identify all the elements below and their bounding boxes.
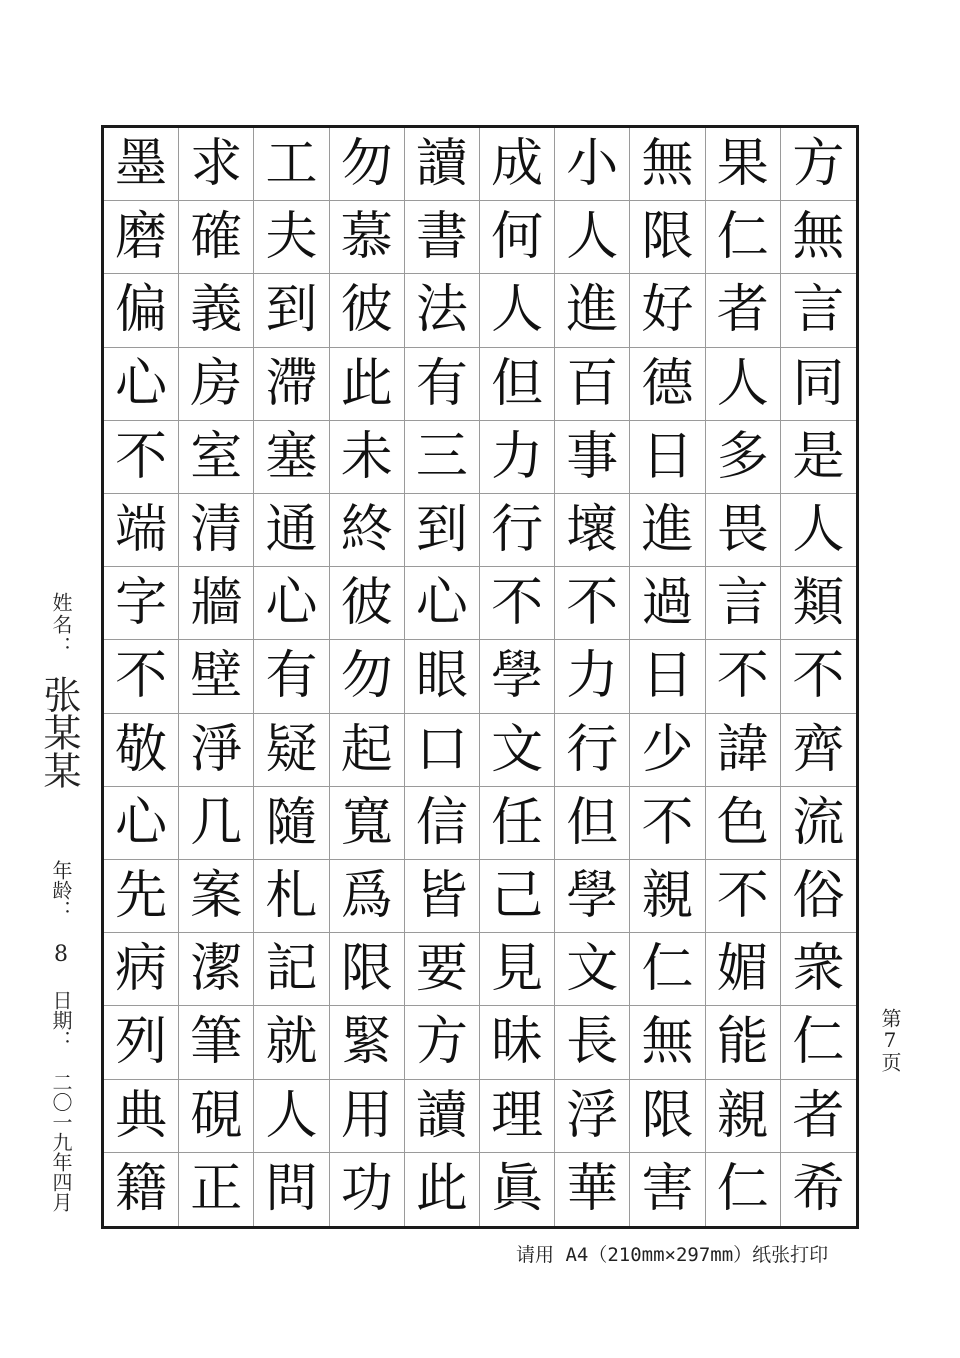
- grid-cell: 見: [480, 933, 555, 1006]
- grid-cell: 不: [706, 640, 781, 713]
- grid-cell: 敬: [104, 714, 179, 787]
- grid-cell: 讀: [405, 1080, 480, 1153]
- grid-cell: 進: [630, 494, 705, 567]
- name-value: 张某某: [37, 675, 81, 789]
- grid-cell: 壁: [179, 640, 254, 713]
- grid-cell: 問: [254, 1153, 329, 1226]
- grid-cell: 正: [179, 1153, 254, 1226]
- grid-cell: 筆: [179, 1006, 254, 1079]
- grid-cell: 是: [781, 421, 856, 494]
- grid-cell: 好: [630, 274, 705, 347]
- grid-cell: 長: [555, 1006, 630, 1079]
- grid-cell: 諱: [706, 714, 781, 787]
- grid-cell: 爲: [330, 860, 405, 933]
- grid-cell: 力: [480, 421, 555, 494]
- grid-cell: 言: [706, 567, 781, 640]
- grid-cell: 未: [330, 421, 405, 494]
- grid-cell: 俗: [781, 860, 856, 933]
- age-value: 8: [54, 942, 68, 967]
- grid-cell: 流: [781, 787, 856, 860]
- grid-cell: 理: [480, 1080, 555, 1153]
- grid-cell: 無: [630, 1006, 705, 1079]
- grid-cell: 學: [480, 640, 555, 713]
- grid-cell: 法: [405, 274, 480, 347]
- date-label: 日期：: [49, 990, 73, 1050]
- grid-cell: 類: [781, 567, 856, 640]
- grid-cell: 用: [330, 1080, 405, 1153]
- grid-cell: 者: [781, 1080, 856, 1153]
- grid-cell: 仁: [706, 201, 781, 274]
- grid-cell: 緊: [330, 1006, 405, 1079]
- grid-cell: 籍: [104, 1153, 179, 1226]
- grid-cell: 書: [405, 201, 480, 274]
- grid-cell: 先: [104, 860, 179, 933]
- grid-cell: 潔: [179, 933, 254, 1006]
- grid-cell: 過: [630, 567, 705, 640]
- grid-cell: 夫: [254, 201, 329, 274]
- grid-cell: 彼: [330, 567, 405, 640]
- grid-cell: 少: [630, 714, 705, 787]
- grid-cell: 到: [405, 494, 480, 567]
- grid-cell: 害: [630, 1153, 705, 1226]
- grid-cell: 列: [104, 1006, 179, 1079]
- grid-cell: 不: [630, 787, 705, 860]
- grid-cell: 人: [781, 494, 856, 567]
- grid-cell: 此: [405, 1153, 480, 1226]
- grid-cell: 偏: [104, 274, 179, 347]
- grid-cell: 到: [254, 274, 329, 347]
- grid-cell: 此: [330, 348, 405, 421]
- grid-cell: 滯: [254, 348, 329, 421]
- grid-cell: 通: [254, 494, 329, 567]
- grid-cell: 果: [706, 128, 781, 201]
- name-label: 姓名：: [49, 592, 73, 658]
- grid-cell: 華: [555, 1153, 630, 1226]
- grid-cell: 寬: [330, 787, 405, 860]
- grid-cell: 要: [405, 933, 480, 1006]
- grid-cell: 塞: [254, 421, 329, 494]
- grid-cell: 人: [254, 1080, 329, 1153]
- grid-cell: 眞: [480, 1153, 555, 1226]
- grid-cell: 信: [405, 787, 480, 860]
- grid-cell: 人: [706, 348, 781, 421]
- grid-cell: 事: [555, 421, 630, 494]
- grid-cell: 案: [179, 860, 254, 933]
- grid-cell: 疑: [254, 714, 329, 787]
- grid-cell: 多: [706, 421, 781, 494]
- grid-cell: 己: [480, 860, 555, 933]
- grid-cell: 端: [104, 494, 179, 567]
- grid-cell: 人: [480, 274, 555, 347]
- grid-cell: 行: [555, 714, 630, 787]
- grid-cell: 口: [405, 714, 480, 787]
- grid-cell: 能: [706, 1006, 781, 1079]
- grid-cell: 勿: [330, 640, 405, 713]
- grid-cell: 者: [706, 274, 781, 347]
- grid-cell: 功: [330, 1153, 405, 1226]
- grid-cell: 小: [555, 128, 630, 201]
- grid-cell: 人: [555, 201, 630, 274]
- grid-cell: 但: [555, 787, 630, 860]
- grid-cell: 字: [104, 567, 179, 640]
- grid-cell: 方: [405, 1006, 480, 1079]
- grid-cell: 几: [179, 787, 254, 860]
- grid-cell: 求: [179, 128, 254, 201]
- grid-cell: 衆: [781, 933, 856, 1006]
- grid-cell: 起: [330, 714, 405, 787]
- grid-cell: 言: [781, 274, 856, 347]
- grid-cell: 房: [179, 348, 254, 421]
- grid-cell: 典: [104, 1080, 179, 1153]
- grid-cell: 方: [781, 128, 856, 201]
- grid-cell: 限: [330, 933, 405, 1006]
- grid-cell: 讀: [405, 128, 480, 201]
- grid-cell: 進: [555, 274, 630, 347]
- grid-cell: 同: [781, 348, 856, 421]
- grid-cell: 仁: [781, 1006, 856, 1079]
- grid-cell: 日: [630, 421, 705, 494]
- grid-cell: 彼: [330, 274, 405, 347]
- grid-cell: 無: [630, 128, 705, 201]
- grid-cell: 心: [104, 348, 179, 421]
- grid-cell: 記: [254, 933, 329, 1006]
- grid-cell: 媚: [706, 933, 781, 1006]
- grid-cell: 有: [405, 348, 480, 421]
- grid-cell: 硯: [179, 1080, 254, 1153]
- grid-cell: 壞: [555, 494, 630, 567]
- grid-cell: 確: [179, 201, 254, 274]
- grid-cell: 心: [254, 567, 329, 640]
- grid-cell: 色: [706, 787, 781, 860]
- grid-cell: 不: [104, 421, 179, 494]
- grid-cell: 勿: [330, 128, 405, 201]
- grid-cell: 慕: [330, 201, 405, 274]
- grid-cell: 室: [179, 421, 254, 494]
- grid-cell: 任: [480, 787, 555, 860]
- grid-cell: 隨: [254, 787, 329, 860]
- grid-cell: 終: [330, 494, 405, 567]
- grid-cell: 心: [405, 567, 480, 640]
- grid-cell: 畏: [706, 494, 781, 567]
- grid-cell: 不: [706, 860, 781, 933]
- grid-cell: 清: [179, 494, 254, 567]
- grid-cell: 病: [104, 933, 179, 1006]
- grid-cell: 皆: [405, 860, 480, 933]
- grid-cell: 淨: [179, 714, 254, 787]
- print-note: 请用 A4（210mm×297mm）纸张打印: [516, 1244, 829, 1266]
- grid-cell: 工: [254, 128, 329, 201]
- grid-cell: 學: [555, 860, 630, 933]
- grid-cell: 牆: [179, 567, 254, 640]
- grid-cell: 行: [480, 494, 555, 567]
- grid-cell: 不: [781, 640, 856, 713]
- date-value: 二〇一九年四月: [49, 1072, 73, 1212]
- grid-cell: 心: [104, 787, 179, 860]
- grid-cell: 無: [781, 201, 856, 274]
- grid-cell: 親: [706, 1080, 781, 1153]
- grid-cell: 何: [480, 201, 555, 274]
- page-number: 第7页: [878, 1008, 902, 1072]
- grid-cell: 墨: [104, 128, 179, 201]
- grid-cell: 限: [630, 1080, 705, 1153]
- grid-cell: 三: [405, 421, 480, 494]
- grid-cell: 仁: [706, 1153, 781, 1226]
- grid-cell: 成: [480, 128, 555, 201]
- grid-cell: 德: [630, 348, 705, 421]
- grid-cell: 親: [630, 860, 705, 933]
- grid-cell: 百: [555, 348, 630, 421]
- grid-cell: 齊: [781, 714, 856, 787]
- grid-cell: 限: [630, 201, 705, 274]
- grid-cell: 文: [555, 933, 630, 1006]
- grid-cell: 但: [480, 348, 555, 421]
- grid-cell: 磨: [104, 201, 179, 274]
- practice-grid: [101, 125, 859, 1229]
- grid-cell: 義: [179, 274, 254, 347]
- grid-cell: 眼: [405, 640, 480, 713]
- grid-cell: 仁: [630, 933, 705, 1006]
- grid-cell: 不: [104, 640, 179, 713]
- grid-cell: 浮: [555, 1080, 630, 1153]
- grid-cell: 希: [792, 1159, 845, 1220]
- grid-cell: 不: [555, 567, 630, 640]
- age-label: 年龄：: [49, 860, 73, 920]
- grid-cell: 力: [555, 640, 630, 713]
- grid-cell: 文: [480, 714, 555, 787]
- grid-cell: 就: [254, 1006, 329, 1079]
- grid-cell: 不: [480, 567, 555, 640]
- grid-cell: 昧: [480, 1006, 555, 1079]
- grid-cell: 札: [254, 860, 329, 933]
- grid-cell: 有: [254, 640, 329, 713]
- grid-cell: 日: [630, 640, 705, 713]
